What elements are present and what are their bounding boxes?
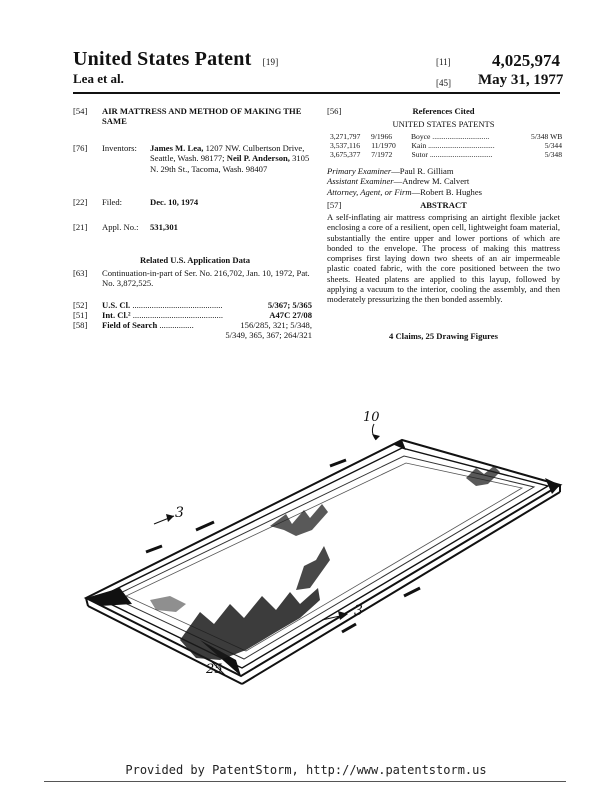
related-data-heading: Related U.S. Application Data <box>139 255 251 265</box>
filed-field-code: [22] <box>73 197 88 207</box>
inventor-2-name: Neil P. Anderson, <box>226 153 290 164</box>
search-row: Field of Search ................ <box>102 320 194 330</box>
filed-label: Filed: <box>102 197 123 207</box>
reference-row: 3,537,116 11/1970 Kain ................................... 5/344 <box>330 141 562 151</box>
appl-value: 531,301 <box>150 222 178 232</box>
inventor-1-name: James M. Lea, <box>150 143 204 153</box>
footer-rule <box>44 781 566 782</box>
patent-date: May 31, 1977 <box>478 72 564 88</box>
reference-row: 3,675,377 7/1972 Sutor ................................. 5/348 <box>330 150 562 160</box>
abstract-heading: ABSTRACT <box>420 200 467 210</box>
int-cl-field-code: [51] <box>73 310 88 320</box>
inventor-short: Lea et al. <box>73 71 124 86</box>
invention-title: AIR MATTRESS AND METHOD OF MAKING THE SAME <box>102 106 302 127</box>
refs-heading: References Cited <box>412 106 475 116</box>
filed-value: Dec. 10, 1974 <box>150 197 199 207</box>
primary-examiner: Primary Examiner—Paul R. Gilliam <box>327 166 454 176</box>
int-cl-value: A47C 27/08 <box>252 310 312 320</box>
ref-numeral-25: 25 <box>206 662 223 677</box>
inventor-2-address: 3105 N. 29th St., Tacoma, Wash. 98407 <box>150 153 310 174</box>
us-cl-row: U.S. Cl. .......................................... <box>102 300 223 310</box>
abstract-text: A self-inflating air mattress comprising an airtight flexible jacket enclosing a core of a resilient, open cell, lightweight foam material, substantially the entire upper and lower portions of which are bonded to the envelope. The process of making this mattress comprises first laying down two sheets of an air impermeable plastic coated fabric, with the core positioned between the two sheets. Heated platens are applied to this layup, followed by applying a vacuum to the interior, cooling the assembly, and then moderately pressurizing the then bonded assembly. <box>327 212 560 305</box>
ref-numeral-3-bottom: 3 <box>354 603 363 619</box>
patent-number: 4,025,974 <box>492 51 560 70</box>
abstract-field-code: [57] <box>327 200 342 210</box>
search-value-2: 5/349, 365, 367; 264/321 <box>225 330 312 340</box>
search-label: Field of Search <box>102 320 158 330</box>
assistant-examiner: Assistant Examiner—Andrew M. Calvert <box>327 176 470 187</box>
appl-field-code: [21] <box>73 222 88 232</box>
us-cl-label: U.S. Cl. <box>102 300 131 310</box>
appl-label: Appl. No.: <box>102 222 139 232</box>
inventors-label: Inventors: <box>102 143 137 153</box>
search-value-1: 156/285, 321; 5/348, <box>240 320 312 330</box>
continuation-text: Continuation-in-part of Ser. No. 216,702, Jan. 10, 1972, Pat. No. 3,872,525. <box>102 268 310 289</box>
continuation-field-code: [63] <box>73 268 88 278</box>
refs-subheading: UNITED STATES PATENTS <box>392 119 495 129</box>
attorney: Attorney, Agent, or Firm—Robert B. Hughes <box>327 186 482 197</box>
us-cl-value: 5/367; 5/365 <box>248 300 312 310</box>
patent-heading-text: United States Patent <box>73 48 252 70</box>
date-code: [45] <box>436 78 451 88</box>
inventors-field-code: [76] <box>73 143 88 153</box>
refs-field-code: [56] <box>327 106 342 116</box>
search-field-code: [58] <box>73 320 88 330</box>
us-cl-field-code: [52] <box>73 300 88 310</box>
int-cl-row: Int. Cl.² .......................................... <box>102 310 223 320</box>
int-cl-label: Int. Cl.² <box>102 310 131 320</box>
inventor-1-address: 1207 NW. Culbertson Drive, Seattle, Wash. 98177; <box>150 143 305 164</box>
claims-summary: 4 Claims, 25 Drawing Figures <box>389 331 498 341</box>
footer-credit: Provided by PatentStorm, http://www.patentstorm.us <box>125 763 487 777</box>
title-field-code: [54] <box>73 106 88 116</box>
title-code: [19] <box>262 57 279 67</box>
reference-row: 3,271,797 9/1966 Boyce .............................. 5/348 WB <box>330 132 563 141</box>
ref-numeral-10: 10 <box>363 410 380 425</box>
patent-number-code: [11] <box>436 57 451 67</box>
ref-numeral-3-top: 3 <box>175 505 184 521</box>
